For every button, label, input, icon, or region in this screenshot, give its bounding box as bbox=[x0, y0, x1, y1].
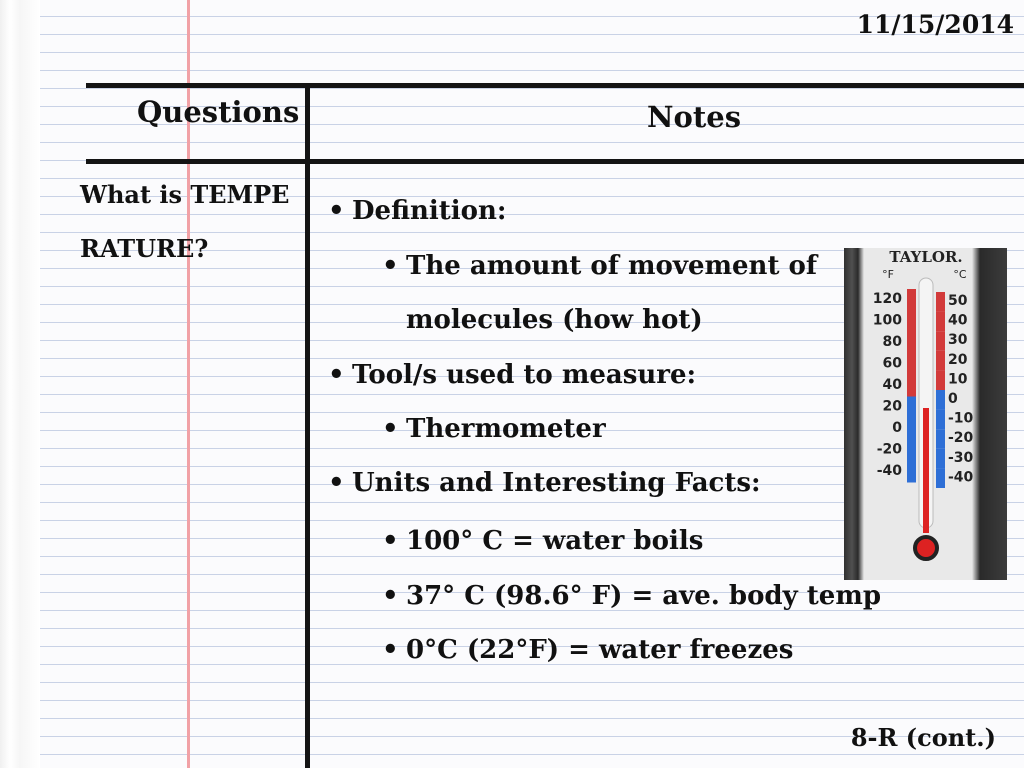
thermometer-bulb bbox=[915, 537, 937, 559]
celsius-scale-bar bbox=[936, 390, 945, 410]
thermometer-graphic bbox=[844, 248, 1007, 580]
notes-header: Notes bbox=[647, 100, 742, 134]
celsius-scale-bar bbox=[936, 429, 945, 449]
fahrenheit-scale-bar bbox=[907, 332, 916, 354]
fact-text: 37° C (98.6° F) = ave. body temp bbox=[406, 581, 882, 611]
celsius-tick-label: 0 bbox=[948, 391, 958, 407]
units-label: Units and Interesting Facts: bbox=[352, 468, 761, 498]
notes-subitem-fact-2 bbox=[382, 581, 881, 611]
notes-item-tools bbox=[328, 360, 696, 390]
fahrenheit-scale-bar bbox=[907, 397, 916, 419]
fahrenheit-tick-label: 60 bbox=[882, 355, 902, 372]
bullet-icon: • bbox=[328, 196, 345, 226]
notes-item-definition bbox=[328, 196, 507, 226]
notes-subitem-definition-cont bbox=[382, 305, 703, 335]
fahrenheit-tick-label: 120 bbox=[872, 291, 902, 307]
notes-subitem-tool bbox=[382, 414, 606, 444]
celsius-scale bbox=[936, 292, 974, 488]
notes-subitem-definition bbox=[382, 251, 817, 281]
celsius-scale-bar bbox=[936, 410, 945, 430]
celsius-scale-bar bbox=[936, 312, 945, 332]
page-footer: 8-R (cont.) bbox=[850, 723, 996, 752]
notes-item-units bbox=[328, 468, 761, 498]
fahrenheit-scale-bar bbox=[907, 440, 916, 462]
questions-header: Questions bbox=[137, 95, 300, 129]
thermometer-image bbox=[844, 248, 1007, 580]
celsius-tick-label: -30 bbox=[948, 449, 974, 466]
notes-subitem-fact-1 bbox=[382, 526, 703, 556]
fahrenheit-scale-bar bbox=[907, 461, 916, 483]
fahrenheit-tick-label: 80 bbox=[882, 334, 902, 350]
question-text: What is TEMPERATURE? bbox=[80, 180, 290, 263]
celsius-unit: °C bbox=[953, 268, 967, 281]
tool-item: Thermometer bbox=[406, 414, 606, 444]
fahrenheit-scale-bar bbox=[907, 354, 916, 376]
bullet-icon: • bbox=[382, 526, 399, 556]
fact-text: 0°C (22°F) = water freezes bbox=[406, 635, 794, 665]
celsius-scale-bar bbox=[936, 370, 945, 390]
bullet-icon: • bbox=[328, 360, 345, 390]
notebook-binding bbox=[0, 0, 40, 768]
fahrenheit-scale-bar bbox=[907, 375, 916, 397]
tools-label: Tool/s used to measure: bbox=[352, 360, 697, 390]
header-bottom-rule bbox=[86, 159, 1024, 164]
fahrenheit-tick-label: -40 bbox=[876, 463, 902, 479]
celsius-tick-label: -10 bbox=[948, 410, 974, 427]
fahrenheit-unit: °F bbox=[882, 268, 894, 281]
definition-text: The amount of movement of bbox=[406, 251, 818, 281]
thermometer-liquid bbox=[923, 408, 929, 533]
celsius-tick-label: 20 bbox=[948, 351, 968, 368]
bullet-icon: • bbox=[382, 581, 399, 611]
bullet-icon: • bbox=[382, 251, 399, 281]
definition-text-continued: molecules (how hot) bbox=[406, 305, 703, 335]
fahrenheit-scale-bar bbox=[907, 418, 916, 440]
bullet-icon: • bbox=[328, 468, 345, 498]
celsius-tick-label: 30 bbox=[948, 332, 968, 349]
fact-text: 100° C = water boils bbox=[406, 526, 704, 556]
bullet-icon: • bbox=[382, 414, 399, 444]
celsius-scale-bar bbox=[936, 292, 945, 312]
fahrenheit-tick-label: -20 bbox=[876, 441, 902, 458]
thermometer-brand: TAYLOR. bbox=[889, 248, 963, 266]
celsius-tick-label: -20 bbox=[948, 430, 974, 447]
notes-subitem-fact-3 bbox=[382, 635, 793, 665]
fahrenheit-scale-bar bbox=[907, 289, 916, 311]
celsius-tick-label: 40 bbox=[948, 312, 968, 329]
fahrenheit-scale bbox=[873, 289, 916, 483]
celsius-scale-bar bbox=[936, 468, 945, 488]
fahrenheit-tick-label: 40 bbox=[882, 377, 902, 393]
celsius-scale-bar bbox=[936, 351, 945, 371]
fahrenheit-tick-label: 100 bbox=[872, 312, 902, 329]
celsius-scale-bar bbox=[936, 331, 945, 351]
fahrenheit-scale-bar bbox=[907, 311, 916, 333]
date-label: 11/15/2014 bbox=[856, 10, 1014, 39]
celsius-tick-label: -40 bbox=[948, 469, 974, 486]
bullet-icon: • bbox=[382, 635, 399, 665]
fahrenheit-tick-label: 0 bbox=[892, 420, 902, 436]
celsius-tick-label: 50 bbox=[948, 293, 968, 309]
column-divider bbox=[305, 86, 310, 768]
celsius-tick-label: 10 bbox=[948, 371, 968, 388]
fahrenheit-tick-label: 20 bbox=[882, 398, 902, 415]
celsius-scale-bar bbox=[936, 449, 945, 469]
header-top-rule bbox=[86, 83, 1024, 88]
definition-label: Definition: bbox=[352, 196, 507, 226]
